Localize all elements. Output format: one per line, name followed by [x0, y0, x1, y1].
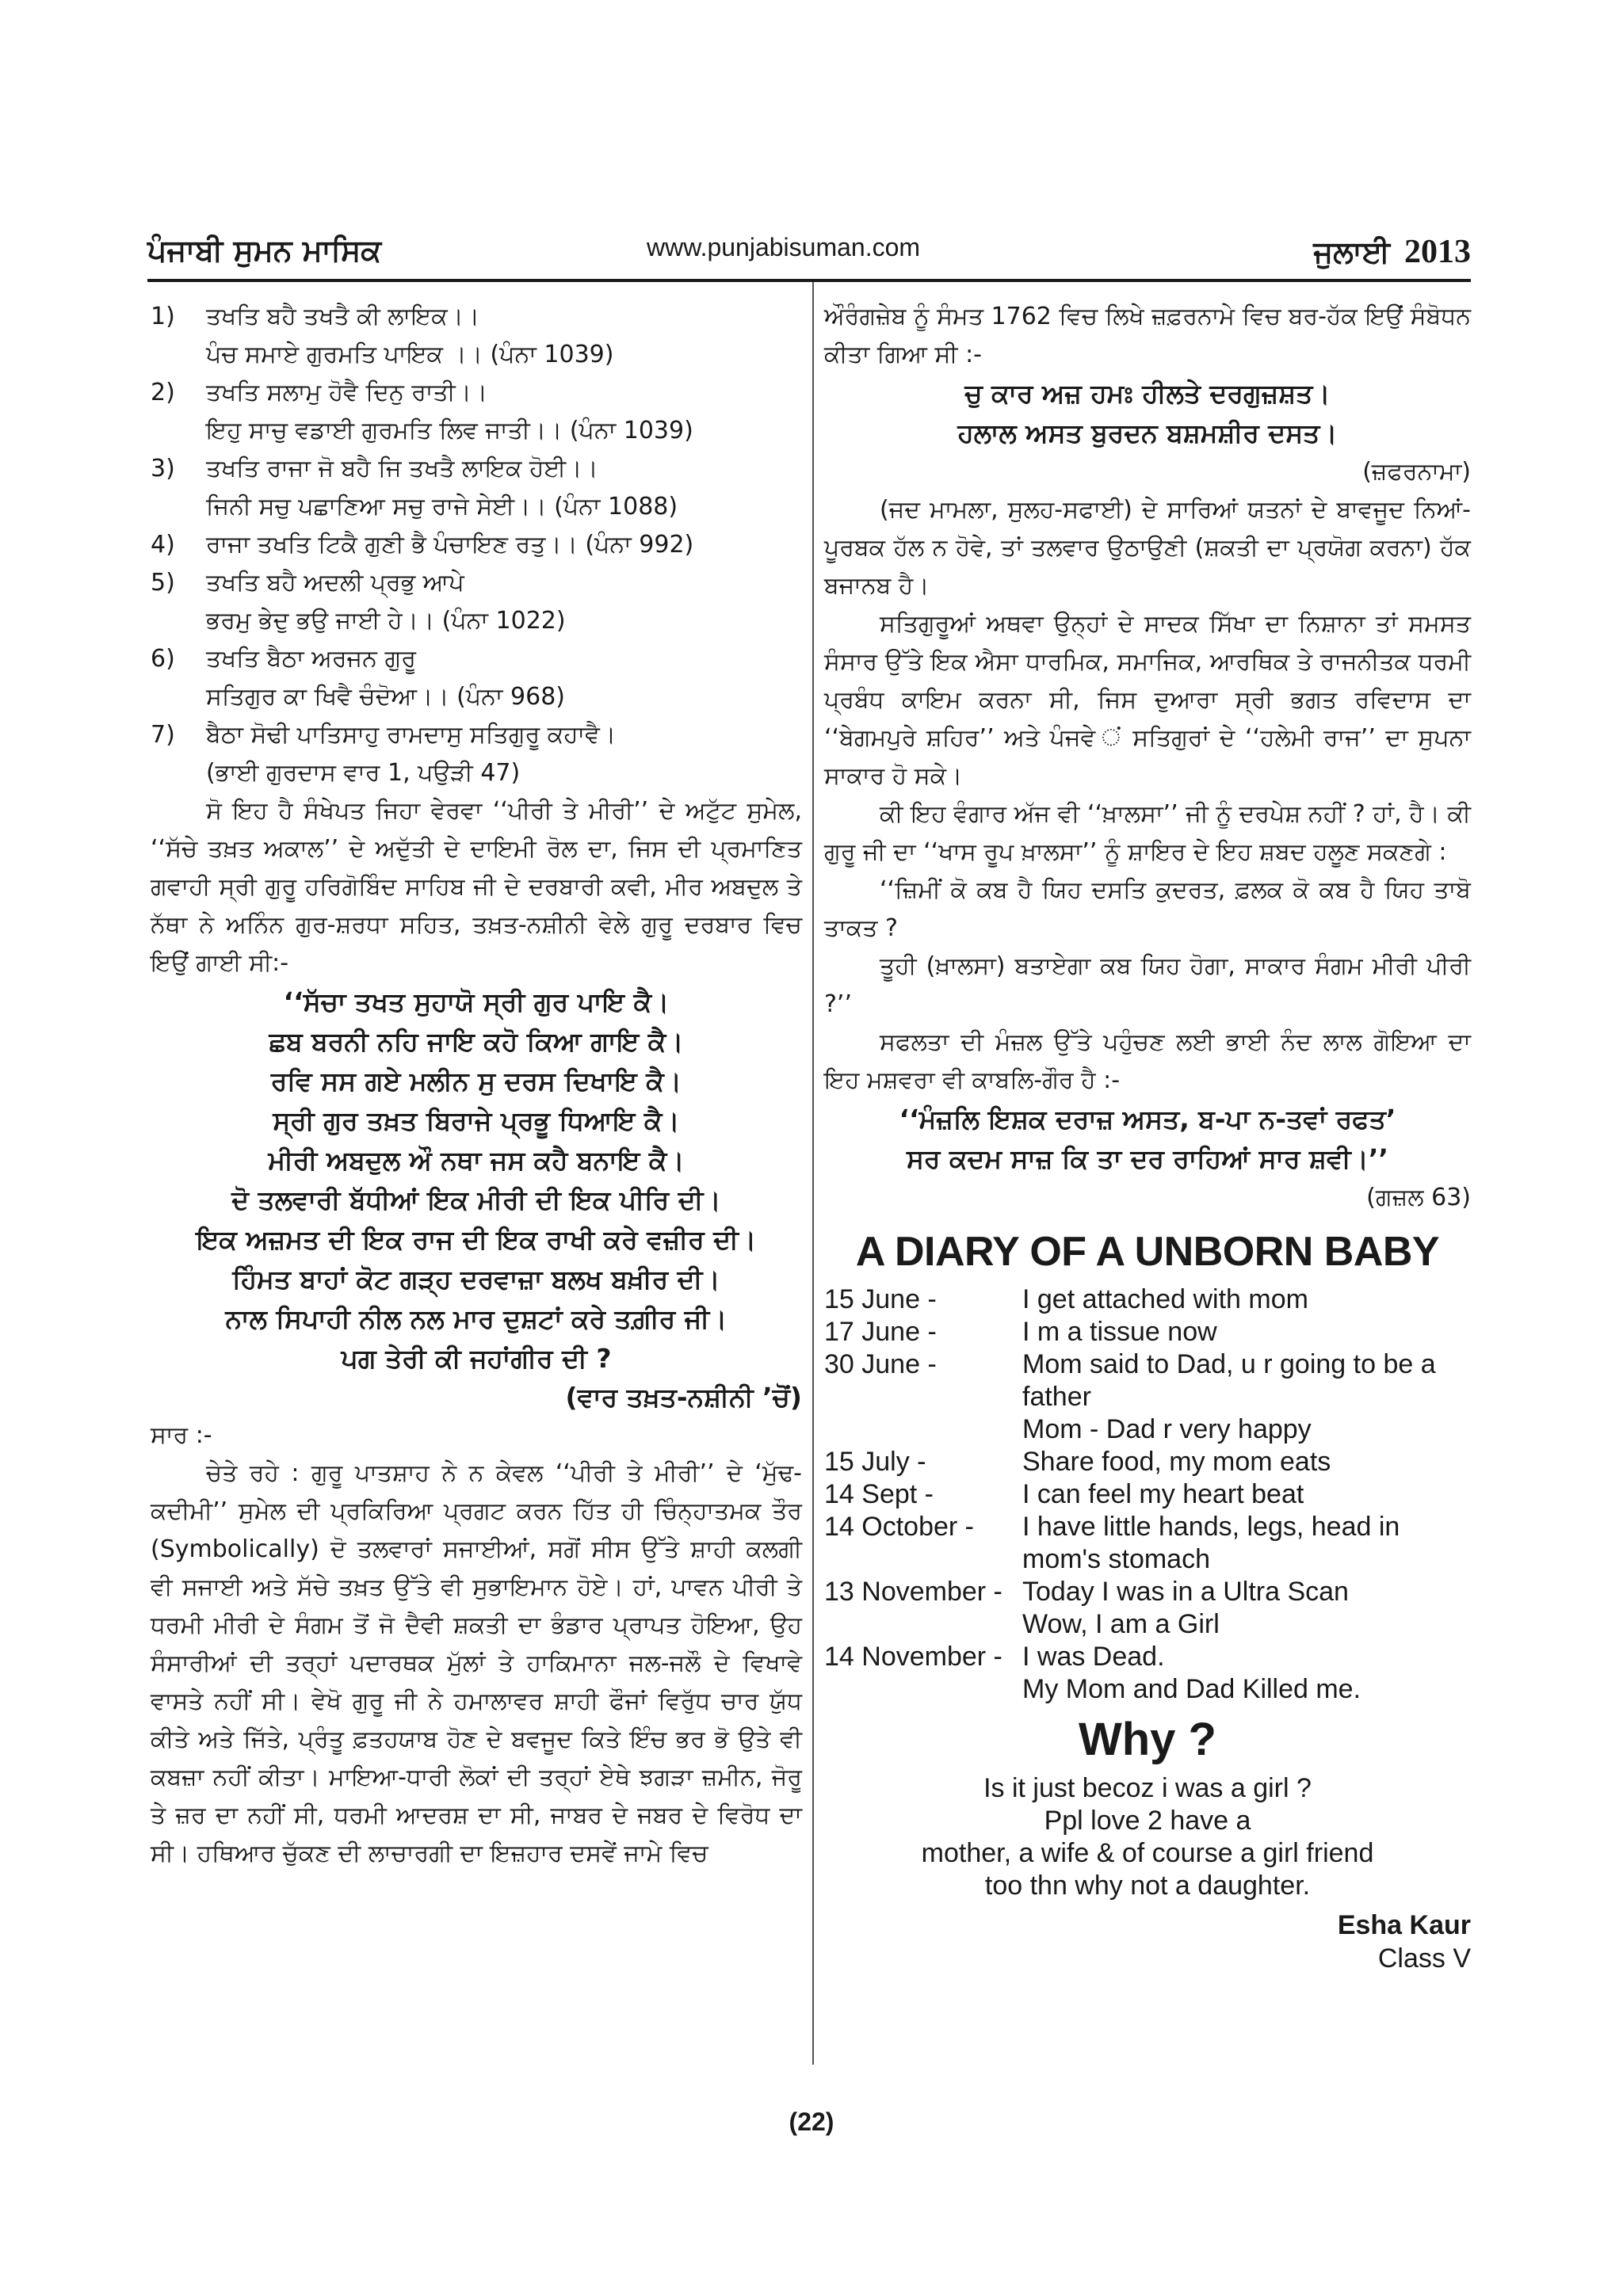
body-paragraph: (ਜਦ ਮਾਮਲਾ, ਸੁਲਹ-ਸਫਾਈ) ਦੇ ਸਾਰਿਆਂ ਯਤਨਾਂ ਦੇ ਬਾਵਜੂਦ ਨਿਆਂ-ਪੂਰਬਕ ਹੱਲ ਨ ਹੋਵੇ, ਤਾਂ ਤਲਵਾਰ ਉਠਾਉਣੀ (ਸ਼ਕਤੀ ਦਾ ਪ੍ਰਯੋਗ ਕਰਨਾ) ਹੱਕ ਬਜਾਨਬ ਹੈ।: [824, 496, 1471, 600]
entry-text: Wow, I am a Girl: [1022, 1609, 1220, 1639]
diary-title: A DIARY OF A UNBORN BABY: [855, 1229, 1440, 1275]
verse-line: ਪੰਚ ਸਮਾਏ ਗੁਰਮਤਿ ਪਾਇਕ ।। (ਪੰਨਾ 1039): [206, 341, 614, 368]
why-line: too thn why not a daughter.: [984, 1871, 1311, 1901]
poem-line: ਰਵਿ ਸਸ ਗਏ ਮਲੀਨ ਸੁ ਦਰਸ ਦਿਖਾਇ ਕੈ।: [270, 1066, 682, 1097]
entry-date: 15 July -: [824, 1447, 926, 1477]
entry-date: 30 June -: [824, 1349, 937, 1379]
verse-number: 7): [151, 721, 175, 749]
entry-text: I can feel my heart beat: [1022, 1479, 1304, 1509]
body-paragraph: ਤੂਹੀ (ਖ਼ਾਲਸਾ) ਬਤਾਏਗਾ ਕਬ ਯਿਹ ਹੋਗਾ, ਸਾਕਾਰ ਸੰਗਮ ਮੀਰੀ ਪੀਰੀ ?’’: [824, 952, 1471, 1018]
verse-line: ਭਰਮੁ ਭੇਦੁ ਭਉ ਜਾਈ ਹੇ।। (ਪੰਨਾ 1022): [206, 607, 566, 635]
diary-entry: [824, 1511, 1471, 1543]
why-line: mother, a wife & of course a girl friend: [921, 1838, 1374, 1868]
poem-line: ਨਾਲ ਸਿਪਾਹੀ ਨੀਲ ਨਲ ਮਾਰ ਦੁਸ਼ਟਾਂ ਕਰੇ ਤਗ਼ੀਰ ਜੀ।: [225, 1303, 727, 1334]
couplet-source: (ਜ਼ਫਰਨਾਮਾ): [1362, 458, 1471, 486]
diary-entry: [824, 1641, 1471, 1673]
verse-line: ਤਖਤਿ ਬਹੈ ਤਖਤੈ ਕੀ ਲਾਇਕ।।: [206, 303, 480, 330]
diary-entry: [824, 1576, 1471, 1608]
verse-line: (ਭਾਈ ਗੁਰਦਾਸ ਵਾਰ 1, ਪਉੜੀ 47): [206, 759, 521, 787]
verse-item: [151, 450, 802, 488]
why-line: Ppl love 2 have a: [1044, 1806, 1251, 1836]
entry-text: My Mom and Dad Killed me.: [1022, 1674, 1361, 1704]
body-paragraph: ਸਫਲਤਾ ਦੀ ਮੰਜ਼ਲ ਉੱਤੇ ਪਹੁੰਚਣ ਲਈ ਭਾਈ ਨੰਦ ਲਾਲ ਗੋਇਆ ਦਾ ਇਹ ਮਸ਼ਵਰਾ ਵੀ ਕਾਬਲਿ-ਗੌਰ ਹੈ :-: [824, 1028, 1471, 1094]
poem-line: ਇਕ ਅਜ਼ਮਤ ਦੀ ਇਕ ਰਾਜ ਦੀ ਇਕ ਰਾਖੀ ਕਰੇ ਵਜ਼ੀਰ ਦੀ।: [196, 1224, 757, 1255]
verse-number: 4): [151, 531, 175, 559]
verse-number: 3): [151, 455, 175, 482]
body-paragraph: ਸੋ ਇਹ ਹੈ ਸੰਖੇਪਤ ਜਿਹਾ ਵੇਰਵਾ ‘‘ਪੀਰੀ ਤੇ ਮੀਰੀ’’ ਦੇ ਅਟੁੱਟ ਸੁਮੇਲ, ‘‘ਸੱਚੇ ਤਖ਼ਤ ਅਕਾਲ’’ ਦੇ ਅਦੁੱਤੀ ਦੇ ਦਾਇਮੀ ਰੋਲ ਦਾ, ਜਿਸ ਦੀ ਪ੍ਰਮਾਣਿਤ ਗਵਾਹੀ ਸ੍ਰੀ ਗੁਰੂ ਹਰਿਗੋਬਿੰਦ ਸਾਹਿਬ ਜੀ ਦੇ ਦਰਬਾਰੀ ਕਵੀ, ਮੀਰ ਅਬਦੁਲ ਤੇ ਨੱਥਾ ਨੇ ਅਨਿੰਨ ਗੁਰ-ਸ਼ਰਧਾ ਸਹਿਤ, ਤਖ਼ਤ-ਨਸ਼ੀਨੀ ਵੇਲੇ ਗੁਰੂ ਦਰਬਾਰ ਵਿਚ ਇਉਂ ਗਾਈ ਸੀ:-: [151, 797, 802, 977]
entry-date: 17 June -: [824, 1317, 937, 1347]
issue-month: ਜੁਲਾਈ: [1313, 235, 1390, 269]
verse-line: ਸਤਿਗੁਰ ਕਾ ਖਿਵੈ ਚੰਦੋਆ।। (ਪੰਨਾ 968): [206, 683, 566, 711]
entry-text: father: [1022, 1382, 1091, 1412]
entry-date: 14 November -: [824, 1642, 1002, 1672]
why-heading: Why ?: [1079, 1714, 1216, 1765]
author-name: Esha Kaur: [1337, 1910, 1471, 1940]
couplet-line: ‘‘ਮੰਜ਼ਲਿ ਇਸ਼ਕ ਦਰਾਜ਼ ਅਸਤ, ਬ-ਪਾ ਨ-ਤਵਾਂ ਰਫਤ’: [899, 1104, 1396, 1135]
poem-line: ਸ੍ਰੀ ਗੁਰ ਤਖ਼ਤ ਬਿਰਾਜੇ ਪ੍ਰਭੂ ਧਿਆਇ ਕੈ।: [273, 1105, 680, 1136]
verse-line: ਇਹੁ ਸਾਚੁ ਵਡਾਈ ਗੁਰਮਤਿ ਲਿਵ ਜਾਤੀ।। (ਪੰਨਾ 1039): [206, 417, 693, 444]
poem-line: ਪਗ ਤੇਰੀ ਕੀ ਜਹਾਂਗੀਰ ਦੀ ?: [341, 1343, 612, 1374]
diary-entry-cont: [824, 1381, 1471, 1413]
verse-line: ਰਾਜਾ ਤਖਤਿ ਟਿਕੈ ਗੁਣੀ ਭੈ ਪੰਚਾਇਣ ਰਤੁ।। (ਪੰਨਾ 992): [206, 531, 694, 559]
why-line: Is it just becoz i was a girl ?: [983, 1773, 1312, 1803]
right-column: [824, 298, 1471, 1975]
body-paragraph: ਸਤਿਗੁਰੂਆਂ ਅਥਵਾ ਉਨ੍ਹਾਂ ਦੇ ਸਾਦਕ ਸਿੱਖਾ ਦਾ ਨਿਸ਼ਾਨਾ ਤਾਂ ਸਮਸਤ ਸੰਸਾਰ ਉੱਤੇ ਇਕ ਐਸਾ ਧਾਰਮਿਕ, ਸਮਾਜਿਕ, ਆਰਥਿਕ ਤੇ ਰਾਜਨੀਤਕ ਧਰਮੀ ਪ੍ਰਬੰਧ ਕਾਇਮ ਕਰਨਾ ਸੀ, ਜਿਸ ਦੁਆਰਾ ਸ੍ਰੀ ਭਗਤ ਰਵਿਦਾਸ ਦਾ ‘‘ਬੇਗਮਪੁਰੇ ਸ਼ਹਿਰ’’ ਅਤੇ ਪੰਜਵੇ ਂ ਸਤਿਗੁਰਾਂ ਦੇ ‘‘ਹਲੇਮੀ ਰਾਜ’’ ਦਾ ਸੁਪਨਾ ਸਾਕਾਰ ਹੋ ਸਕੇ।: [824, 610, 1471, 790]
poem-block: [151, 982, 802, 1417]
poem-line: ਮੀਰੀ ਅਬਦੁਲ ਔ ਨਥਾ ਜਸ ਕਹੈ ਬਨਾਇ ਕੈ।: [268, 1145, 685, 1176]
author-class: Class V: [1377, 1943, 1471, 1974]
body-paragraph: ‘‘ਜ਼ਿਮੀਂ ਕੋ ਕਬ ਹੈ ਯਿਹ ਦਸਤਿ ਕੁਦਰਤ, ਫ਼ਲਕ ਕੋ ਕਬ ਹੈ ਯਿਹ ਤਾਬੋ ਤਾਕਤ ?: [824, 876, 1471, 942]
couplet-source: (ਗਜ਼ਲ 63): [1366, 1184, 1471, 1211]
poem-line: ਦੋ ਤਲਵਾਰੀ ਬੱਧੀਆਂ ਇਕ ਮੀਰੀ ਦੀ ਇਕ ਪੀਰਿ ਦੀ।: [231, 1184, 721, 1215]
poem-line: ਹਿੰਮਤ ਬਾਹਾਂ ਕੋਟ ਗੜ੍ਹ ਦਰਵਾਜ਼ਾ ਬਲਖ ਬਖ਼ੀਰ ਦੀ।: [232, 1264, 720, 1295]
verse-line: ਤਖਤਿ ਸਲਾਮੁ ਹੋਵੈ ਦਿਨੁ ਰਾਤੀ।।: [206, 379, 488, 406]
page-number: (22): [789, 2107, 834, 2136]
verse-line: ਤਖਤਿ ਬੈਠਾ ਅਰਜਨ ਗੁਰੂ: [206, 645, 416, 673]
section-label: ਸਾਰ :-: [151, 1421, 212, 1449]
verse-line: ਤਖਤਿ ਰਾਜਾ ਜੋ ਬਹੈ ਜਿ ਤਖਤੈ ਲਾਇਕ ਹੋਈ।।: [206, 455, 598, 482]
verse-number: 5): [151, 569, 175, 597]
body-paragraph: ਚੇਤੇ ਰਹੇ : ਗੁਰੂ ਪਾਤਸ਼ਾਹ ਨੇ ਨ ਕੇਵਲ ‘‘ਪੀਰੀ ਤੇ ਮੀਰੀ’’ ਦੇ ‘ਮੁੱਢ-ਕਦੀਮੀ’’ ਸੁਮੇਲ ਦੀ ਪ੍ਰਕਿਰਿਆ ਪ੍ਰਗਟ ਕਰਨ ਹਿੱਤ ਹੀ ਚਿੰਨ੍ਹਾਤਮਕ ਤੌਰ (Symbolically) ਦੋ ਤਲਵਾਰਾਂ ਸਜਾਈਆਂ, ਸਗੋਂ ਸੀਸ ਉੱਤੇ ਸ਼ਾਹੀ ਕਲਗੀ ਵੀ ਸਜਾਈ ਅਤੇ ਸੱਚੇ ਤਖ਼ਤ ਉੱਤੇ ਵੀ ਸੁਭਾਇਮਾਨ ਹੋਏ। ਹਾਂ, ਪਾਵਨ ਪੀਰੀ ਤੇ ਧਰਮੀ ਮੀਰੀ ਦੇ ਸੰਗਮ ਤੋਂ ਜੋ ਦੈਵੀ ਸ਼ਕਤੀ ਦਾ ਭੰਡਾਰ ਪ੍ਰਾਪਤ ਹੋਇਆ, ਉਹ ਸੰਸਾਰੀਆਂ ਦੀ ਤਰ੍ਹਾਂ ਪਦਾਰਥਕ ਮੁੱਲਾਂ ਤੇ ਹਾਕਿਮਾਨਾ ਜਲ-ਜਲੌ ਦੇ ਵਿਖਾਵੇ ਵਾਸਤੇ ਨਹੀਂ ਸੀ। ਵੇਖੋ ਗੁਰੂ ਜੀ ਨੇ ਹਮਾਲਾਵਰ ਸ਼ਾਹੀ ਫੌਜਾਂ ਵਿਰੁੱਧ ਚਾਰ ਯੁੱਧ ਕੀਤੇ ਅਤੇ ਜਿੱਤੇ, ਪ੍ਰੰਤੂ ਫ਼ਤਹਯਾਬ ਹੋਣ ਦੇ ਬਵਜੂਦ ਕਿਤੇ ਇੰਚ ਭਰ ਭੋ ਉਤੇ ਵੀ ਕਬਜ਼ਾ ਨਹੀਂ ਕੀਤਾ। ਮਾਇਆ-ਧਾਰੀ ਲੋਕਾਂ ਦੀ ਤਰ੍ਹਾਂ ਏਥੇ ਝਗੜਾ ਜ਼ਮੀਨ, ਜੋਰੂ ਤੇ ਜ਼ਰ ਦਾ ਨਹੀਂ ਸੀ, ਧਰਮੀ ਆਦਰਸ਼ ਦਾ ਸੀ, ਜਾਬਰ ਦੇ ਜਬਰ ਦੇ ਵਿਰੋਧ ਦਾ ਸੀ। ਹਥਿਆਰ ਚੁੱਕਣ ਦੀ ਲਾਚਾਰਗੀ ਦਾ ਇਜ਼ਹਾਰ ਦਸਵੇਂ ਜਾਮੇ ਵਿਚ: [151, 1459, 802, 1867]
diary-entry: [824, 1283, 1471, 1316]
entry-date: 15 June -: [824, 1284, 937, 1314]
verse-list: [151, 298, 802, 792]
diary-entry: [824, 1446, 1471, 1478]
entry-text: Share food, my mom eats: [1022, 1447, 1331, 1477]
entry-date: 14 Sept -: [824, 1479, 934, 1509]
page-header: [147, 230, 1471, 279]
body-paragraph: ਕੀ ਇਹ ਵੰਗਾਰ ਅੱਜ ਵੀ ‘‘ਖ਼ਾਲਸਾ’’ ਜੀ ਨੂੰ ਦਰਪੇਸ਼ ਨਹੀਂ ? ਹਾਂ, ਹੈ। ਕੀ ਗੁਰੂ ਜੀ ਦਾ ‘‘ਖਾਸ ਰੂਪ ਖ਼ਾਲਸਾ’’ ਨੂੰ ਸ਼ਾਇਰ ਦੇ ਇਹ ਸ਼ਬਦ ਹਲੂਣ ਸਕਣਗੇ :: [824, 800, 1471, 866]
entry-text: I have little hands, legs, head in: [1022, 1512, 1400, 1542]
verse-number: 6): [151, 645, 175, 673]
issue-date: [1313, 233, 1471, 271]
left-column: [151, 298, 802, 1873]
diary-entry: [824, 1478, 1471, 1511]
entry-text: mom's stomach: [1022, 1544, 1210, 1574]
poem-line: ‘‘ਸੱਚਾ ਤਖਤ ਸੁਹਾਯੋ ਸ੍ਰੀ ਗੁਰ ਪਾਇ ਕੈ।: [283, 986, 670, 1017]
entry-text: I m a tissue now: [1022, 1317, 1217, 1347]
verse-item: [151, 716, 802, 754]
verse-number: 2): [151, 379, 175, 406]
verse-line: ਜਿਨੀ ਸਚੁ ਪਛਾਣਿਆ ਸਚੁ ਰਾਜੇ ਸੇਈ।। (ਪੰਨਾ 1088): [206, 493, 678, 521]
website-url[interactable]: www.punjabisuman.com: [647, 233, 921, 261]
verse-item: [151, 564, 802, 602]
column-divider: [812, 282, 814, 2065]
diary-section: [824, 1228, 1471, 1975]
verse-item: [151, 640, 802, 678]
header-rule: [147, 279, 1471, 282]
diary-entry-cont: [824, 1673, 1471, 1706]
diary-entry-cont: [824, 1543, 1471, 1576]
entry-text: I get attached with mom: [1022, 1284, 1308, 1314]
issue-year: 2013: [1404, 234, 1471, 270]
entry-date: 14 October -: [824, 1512, 974, 1542]
entry-text: I was Dead.: [1022, 1642, 1165, 1672]
verse-line: ਬੈਠਾ ਸੋਢੀ ਪਾਤਿਸਾਹੁ ਰਾਮਦਾਸੁ ਸਤਿਗੁਰੂ ਕਹਾਵੈ।: [206, 721, 617, 749]
verse-item: [151, 374, 802, 412]
entry-text: Mom - Dad r very happy: [1022, 1414, 1312, 1444]
poem-source: (ਵਾਰ ਤਖ਼ਤ-ਨਸ਼ੀਨੀ ’ਚੋਂ): [565, 1382, 802, 1413]
couplet-line: ਹਲਾਲ ਅਸਤ ਬੁਰਦਨ ਬਸ਼ਮਸ਼ੀਰ ਦਸਤ।: [957, 418, 1338, 448]
entry-text: Mom said to Dad, u r going to be a: [1022, 1349, 1436, 1379]
poem-line: ਛਬ ਬਰਨੀ ਨਹਿ ਜਾਇ ਕਹੋ ਕਿਆ ਗਾਇ ਕੈ।: [269, 1026, 684, 1057]
couplet-line: ਸਰ ਕਦਮ ਸਾਜ਼ ਕਿ ਤਾ ਦਰ ਰਾਹਿਆਂ ਸਾਰ ਸ਼ਵੀ।’’: [907, 1143, 1388, 1174]
diary-entry: [824, 1316, 1471, 1348]
body-paragraph: ਔਰੰਗਜ਼ੇਬ ਨੂੰ ਸੰਮਤ 1762 ਵਿਚ ਲਿਖੇ ਜ਼ਫ਼ਰਨਾਮੇ ਵਿਚ ਬਰ-ਹੱਕ ਇਉਂ ਸੰਬੋਧਨ ਕੀਤਾ ਗਿਆ ਸੀ :-: [824, 303, 1471, 368]
diary-entry-cont: [824, 1608, 1471, 1641]
entry-date: 13 November -: [824, 1577, 1002, 1607]
diary-entry-cont: [824, 1413, 1471, 1446]
couplet-line: ਚੁ ਕਾਰ ਅਜ਼ ਹਮਃ ਹੀਲਤੇ ਦਰਗੁਜ਼ਸ਼ਤ।: [964, 378, 1331, 409]
verse-line: ਤਖਤਿ ਬਹੈ ਅਦਲੀ ਪ੍ਰਭੁ ਆਪੇ: [206, 569, 464, 597]
diary-entry: [824, 1348, 1471, 1381]
magazine-name: ਪੰਜਾਬੀ ਸੁਮਨ ਮਾਸਿਕ: [147, 233, 382, 268]
verse-item: [151, 526, 802, 564]
verse-item: [151, 298, 802, 336]
entry-text: Today I was in a Ultra Scan: [1022, 1577, 1349, 1607]
verse-number: 1): [151, 303, 175, 330]
